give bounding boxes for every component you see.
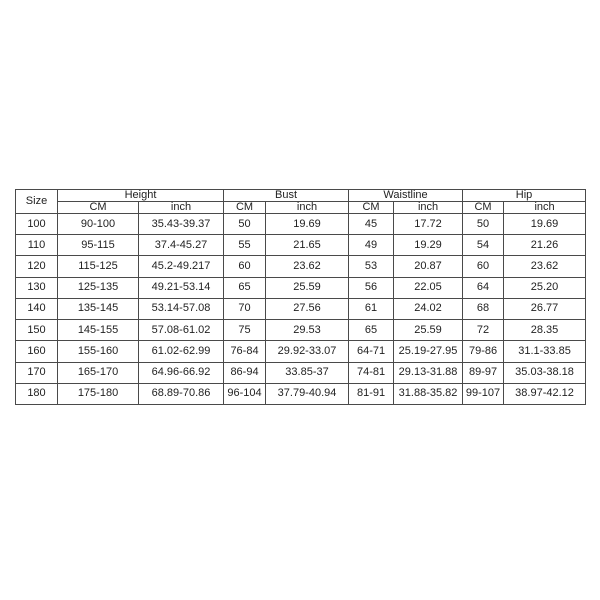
unit-header-bust-inch: inch bbox=[266, 202, 349, 214]
value-cell: 75 bbox=[224, 320, 266, 341]
value-cell: 68 bbox=[463, 298, 504, 319]
table-row bbox=[16, 298, 586, 319]
row-size-cell: 170 bbox=[16, 362, 58, 383]
table-row bbox=[16, 341, 586, 362]
value-cell: 17.72 bbox=[394, 214, 463, 235]
table-row bbox=[16, 277, 586, 298]
value-cell: 72 bbox=[463, 320, 504, 341]
value-cell: 55 bbox=[224, 235, 266, 256]
value-cell: 37.79-40.94 bbox=[266, 383, 349, 404]
value-cell: 31.88-35.82 bbox=[394, 383, 463, 404]
value-cell: 21.65 bbox=[266, 235, 349, 256]
value-cell: 155-160 bbox=[58, 341, 139, 362]
row-size-cell: 100 bbox=[16, 214, 58, 235]
group-header-height: Height bbox=[58, 190, 224, 202]
value-cell: 27.56 bbox=[266, 298, 349, 319]
value-cell: 53 bbox=[349, 256, 394, 277]
value-cell: 22.05 bbox=[394, 277, 463, 298]
value-cell: 19.29 bbox=[394, 235, 463, 256]
value-cell: 64.96-66.92 bbox=[139, 362, 224, 383]
value-cell: 79-86 bbox=[463, 341, 504, 362]
value-cell: 65 bbox=[349, 320, 394, 341]
corner-header-size: Size bbox=[16, 190, 58, 214]
table-row bbox=[16, 235, 586, 256]
value-cell: 24.02 bbox=[394, 298, 463, 319]
value-cell: 25.19-27.95 bbox=[394, 341, 463, 362]
unit-header-height-cm: CM bbox=[58, 202, 139, 214]
value-cell: 76-84 bbox=[224, 341, 266, 362]
group-header-bust: Bust bbox=[224, 190, 349, 202]
value-cell: 49 bbox=[349, 235, 394, 256]
value-cell: 29.13-31.88 bbox=[394, 362, 463, 383]
value-cell: 145-155 bbox=[58, 320, 139, 341]
row-size-cell: 110 bbox=[16, 235, 58, 256]
value-cell: 90-100 bbox=[58, 214, 139, 235]
value-cell: 19.69 bbox=[504, 214, 586, 235]
value-cell: 70 bbox=[224, 298, 266, 319]
value-cell: 35.03-38.18 bbox=[504, 362, 586, 383]
value-cell: 31.1-33.85 bbox=[504, 341, 586, 362]
table-header bbox=[16, 190, 586, 214]
value-cell: 45.2-49.217 bbox=[139, 256, 224, 277]
value-cell: 29.53 bbox=[266, 320, 349, 341]
unit-header-height-inch: inch bbox=[139, 202, 224, 214]
unit-header-hip-cm: CM bbox=[463, 202, 504, 214]
value-cell: 89-97 bbox=[463, 362, 504, 383]
value-cell: 25.59 bbox=[266, 277, 349, 298]
value-cell: 45 bbox=[349, 214, 394, 235]
value-cell: 135-145 bbox=[58, 298, 139, 319]
value-cell: 125-135 bbox=[58, 277, 139, 298]
row-size-cell: 160 bbox=[16, 341, 58, 362]
value-cell: 50 bbox=[463, 214, 504, 235]
value-cell: 60 bbox=[224, 256, 266, 277]
value-cell: 96-104 bbox=[224, 383, 266, 404]
unit-header-row bbox=[16, 202, 586, 214]
value-cell: 81-91 bbox=[349, 383, 394, 404]
unit-header-waist-cm: CM bbox=[349, 202, 394, 214]
value-cell: 23.62 bbox=[266, 256, 349, 277]
unit-header-waist-inch: inch bbox=[394, 202, 463, 214]
value-cell: 115-125 bbox=[58, 256, 139, 277]
value-cell: 99-107 bbox=[463, 383, 504, 404]
value-cell: 35.43-39.37 bbox=[139, 214, 224, 235]
table-row bbox=[16, 362, 586, 383]
value-cell: 19.69 bbox=[266, 214, 349, 235]
value-cell: 86-94 bbox=[224, 362, 266, 383]
row-size-cell: 140 bbox=[16, 298, 58, 319]
value-cell: 64-71 bbox=[349, 341, 394, 362]
table-row bbox=[16, 256, 586, 277]
size-table-body bbox=[16, 214, 586, 405]
group-header-hip: Hip bbox=[463, 190, 586, 202]
value-cell: 38.97-42.12 bbox=[504, 383, 586, 404]
row-size-cell: 180 bbox=[16, 383, 58, 404]
row-size-cell: 120 bbox=[16, 256, 58, 277]
value-cell: 49.21-53.14 bbox=[139, 277, 224, 298]
value-cell: 26.77 bbox=[504, 298, 586, 319]
value-cell: 61 bbox=[349, 298, 394, 319]
value-cell: 33.85-37 bbox=[266, 362, 349, 383]
value-cell: 56 bbox=[349, 277, 394, 298]
value-cell: 20.87 bbox=[394, 256, 463, 277]
row-size-cell: 130 bbox=[16, 277, 58, 298]
value-cell: 25.20 bbox=[504, 277, 586, 298]
value-cell: 21.26 bbox=[504, 235, 586, 256]
value-cell: 175-180 bbox=[58, 383, 139, 404]
value-cell: 64 bbox=[463, 277, 504, 298]
unit-header-bust-cm: CM bbox=[224, 202, 266, 214]
value-cell: 25.59 bbox=[394, 320, 463, 341]
value-cell: 29.92-33.07 bbox=[266, 341, 349, 362]
group-header-waistline: Waistline bbox=[349, 190, 463, 202]
table-row bbox=[16, 383, 586, 404]
value-cell: 68.89-70.86 bbox=[139, 383, 224, 404]
value-cell: 53.14-57.08 bbox=[139, 298, 224, 319]
unit-header-hip-inch: inch bbox=[504, 202, 586, 214]
value-cell: 60 bbox=[463, 256, 504, 277]
value-cell: 57.08-61.02 bbox=[139, 320, 224, 341]
table-row bbox=[16, 320, 586, 341]
value-cell: 95-115 bbox=[58, 235, 139, 256]
value-cell: 50 bbox=[224, 214, 266, 235]
group-header-row bbox=[16, 190, 586, 202]
value-cell: 23.62 bbox=[504, 256, 586, 277]
value-cell: 61.02-62.99 bbox=[139, 341, 224, 362]
value-cell: 74-81 bbox=[349, 362, 394, 383]
value-cell: 37.4-45.27 bbox=[139, 235, 224, 256]
value-cell: 165-170 bbox=[58, 362, 139, 383]
row-size-cell: 150 bbox=[16, 320, 58, 341]
table-row bbox=[16, 214, 586, 235]
value-cell: 28.35 bbox=[504, 320, 586, 341]
value-cell: 54 bbox=[463, 235, 504, 256]
value-cell: 65 bbox=[224, 277, 266, 298]
size-chart-table bbox=[15, 189, 586, 405]
